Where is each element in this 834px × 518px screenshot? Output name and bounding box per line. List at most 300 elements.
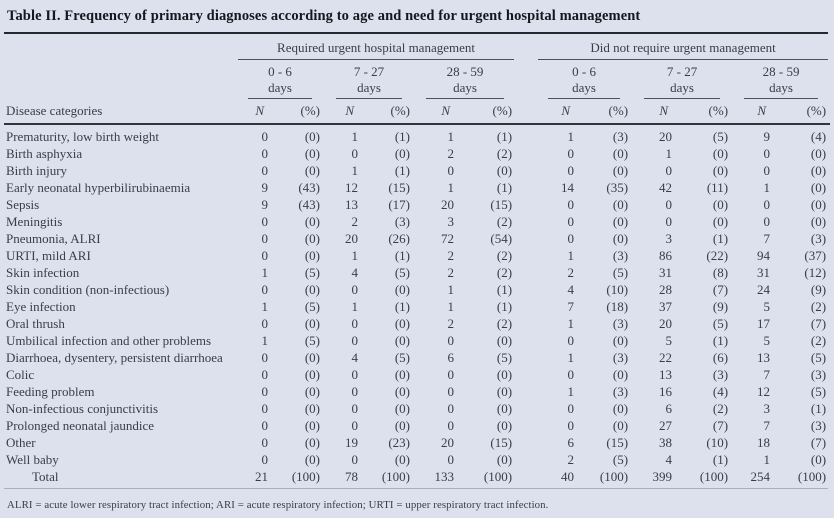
percent-cell: (43) [298,180,320,195]
percent-cell: (0) [304,248,320,263]
group-gap [516,179,536,196]
column-header-row [4,99,830,124]
count-column-header: N [324,99,362,124]
count-cell: 40 [561,469,575,484]
percent-cell: (0) [496,401,513,416]
count-cell: 7 [763,231,771,246]
count-cell: 28 [659,282,673,297]
table-row [4,366,830,383]
disease-category-label: Eye infection [6,299,76,314]
percent-cell: (3) [810,231,827,246]
count-cell: 1 [567,248,575,263]
percent-cell: (0) [394,146,410,161]
count-cell: 1 [447,129,454,144]
percent-column-header: (%) [362,99,414,124]
group-gap [516,332,536,349]
count-cell: 0 [351,333,358,348]
disease-category-label: Feeding problem [6,384,95,399]
disease-category-label: Skin condition (non-infectious) [6,282,170,297]
count-cell: 2 [447,316,454,331]
count-cell: 399 [652,469,673,484]
table-row [4,417,830,434]
count-cell: 254 [750,469,771,484]
count-cell: 0 [261,214,268,229]
table-title: Table II. Frequency of primary diagnoses according to age and need for urgent hospital management [7,8,641,24]
percent-column-header: (%) [774,99,830,124]
percent-cell: (0) [394,418,410,433]
count-cell: 19 [345,435,358,450]
percent-cell: (0) [810,197,827,212]
percent-cell: (1) [712,333,729,348]
group-gap [516,451,536,468]
count-cell: 14 [561,180,575,195]
disease-category-label: Umbilical infection and other problems [6,333,212,348]
group-header-not-required: Did not require urgent management [536,35,830,60]
count-cell: 0 [447,163,454,178]
percent-cell: (2) [712,401,729,416]
count-cell: 0 [567,367,575,382]
percent-cell: (0) [304,282,320,297]
count-cell: 5 [763,333,771,348]
group-gap [516,366,536,383]
disease-category-label: Early neonatal hyperbilirubinaemia [6,180,191,195]
count-cell: 0 [351,452,358,467]
percent-cell: (1) [712,231,729,246]
count-cell: 13 [757,350,771,365]
count-cell: 0 [261,401,268,416]
count-column-header: N [536,99,578,124]
percent-cell: (3) [810,367,827,382]
count-cell: 1 [447,282,454,297]
count-cell: 6 [567,435,575,450]
percent-cell: (1) [712,452,729,467]
percent-cell: (0) [394,452,410,467]
percent-cell: (0) [304,435,320,450]
group-gap [516,145,536,162]
count-cell: 0 [763,197,771,212]
group-header-required: Required urgent hospital management [236,35,516,60]
percent-cell: (54) [490,231,513,246]
count-cell: 37 [659,299,673,314]
percent-cell: (10) [706,435,729,450]
percent-cell: (100) [381,469,410,484]
count-cell: 17 [757,316,771,331]
percent-cell: (5) [712,129,729,144]
table-body [4,124,830,485]
count-cell: 0 [567,146,575,161]
count-cell: 42 [659,180,673,195]
percent-cell: (12) [804,265,827,280]
percent-cell: (0) [304,214,320,229]
count-cell: 0 [763,214,771,229]
percent-cell: (5) [496,350,513,365]
percent-cell: (0) [612,401,629,416]
group-header-spacer [4,35,236,60]
percent-cell: (0) [612,333,629,348]
percent-cell: (17) [388,197,410,212]
percent-cell: (1) [394,299,410,314]
count-cell: 9 [261,180,268,195]
count-cell: 1 [351,163,358,178]
percent-cell: (5) [304,265,320,280]
count-cell: 5 [763,299,771,314]
count-cell: 0 [261,435,268,450]
count-cell: 0 [261,282,268,297]
percent-column-header: (%) [272,99,324,124]
group-gap [516,264,536,281]
percent-cell: (5) [304,333,320,348]
percent-cell: (2) [496,316,513,331]
count-cell: 0 [665,214,673,229]
group-gap [516,213,536,230]
disease-category-label: Other [6,435,36,450]
table-row [4,451,830,468]
percent-cell: (0) [612,163,629,178]
percent-cell: (0) [394,384,410,399]
table-row [4,315,830,332]
count-cell: 0 [261,452,268,467]
age-group-required-28-59: 28 - 59 days [414,60,516,99]
count-cell: 4 [351,265,358,280]
disease-category-label: Colic [6,367,35,382]
age-header-spacer [4,60,236,99]
disease-category-label: Sepsis [6,197,40,212]
count-cell: 4 [665,452,673,467]
table-row [4,349,830,366]
group-header-row [4,35,830,60]
percent-cell: (10) [606,282,629,297]
title-rule [4,32,828,34]
table-row [4,145,830,162]
percent-cell: (3) [810,418,827,433]
percent-column-header: (%) [676,99,732,124]
percent-cell: (6) [712,350,729,365]
count-cell: 0 [665,163,673,178]
group-gap [516,400,536,417]
disease-category-label: Prolonged neonatal jaundice [6,418,155,433]
count-cell: 0 [261,146,268,161]
percent-cell: (0) [496,452,513,467]
percent-cell: (0) [612,214,629,229]
count-cell: 94 [757,248,771,263]
table-row [4,281,830,298]
percent-cell: (3) [712,367,729,382]
percent-cell: (5) [394,265,410,280]
count-cell: 7 [763,367,771,382]
count-cell: 0 [447,418,454,433]
count-cell: 0 [567,197,575,212]
percent-cell: (100) [599,469,629,484]
percent-cell: (3) [612,350,629,365]
percent-cell: (2) [496,146,513,161]
count-cell: 24 [757,282,771,297]
disease-category-label: Well baby [6,452,59,467]
percent-cell: (0) [496,367,513,382]
count-cell: 20 [345,231,358,246]
table-row [4,179,830,196]
percent-cell: (1) [394,248,410,263]
age-header-row [4,60,830,99]
count-cell: 1 [261,333,268,348]
percent-cell: (3) [612,248,629,263]
count-cell: 2 [447,265,454,280]
group-gap [516,196,536,213]
group-gap [516,281,536,298]
disease-category-label: URTI, mild ARI [6,248,91,263]
table-row [4,162,830,179]
percent-cell: (9) [712,299,729,314]
percent-cell: (9) [810,282,827,297]
disease-category-label: Non-infectious conjunctivitis [6,401,159,416]
disease-category-label: Meningitis [6,214,63,229]
percent-cell: (7) [810,316,827,331]
group-gap [516,315,536,332]
count-cell: 0 [351,367,358,382]
count-cell: 1 [567,129,575,144]
percent-cell: (0) [304,367,320,382]
table-row [4,124,830,145]
percent-cell: (1) [496,299,513,314]
percent-cell: (18) [606,299,629,314]
percent-cell: (0) [810,146,827,161]
count-cell: 3 [447,214,454,229]
count-cell: 1 [567,350,575,365]
group-gap [516,468,536,485]
count-cell: 12 [757,384,771,399]
group-gap [516,298,536,315]
table-row [4,196,830,213]
percent-cell: (0) [394,333,410,348]
group-gap [516,124,536,145]
group-gap [516,35,536,60]
count-cell: 86 [659,248,673,263]
percent-cell: (15) [490,435,513,450]
percent-cell: (43) [298,197,320,212]
count-cell: 2 [567,265,575,280]
percent-cell: (0) [712,163,729,178]
count-cell: 0 [567,163,575,178]
percent-cell: (0) [712,146,729,161]
percent-cell: (0) [304,129,320,144]
percent-cell: (0) [304,452,320,467]
percent-cell: (3) [612,316,629,331]
count-cell: 1 [351,248,358,263]
count-cell: 1 [763,452,771,467]
count-cell: 0 [447,367,454,382]
percent-cell: (100) [291,469,320,484]
table-row [4,247,830,264]
count-cell: 31 [757,265,771,280]
percent-cell: (11) [706,180,729,195]
count-cell: 0 [261,129,268,144]
diagnosis-frequency-table [4,35,830,485]
count-cell: 20 [441,435,454,450]
disease-category-label: Oral thrush [6,316,65,331]
percent-cell: (0) [304,146,320,161]
count-cell: 1 [665,146,673,161]
count-cell: 0 [261,350,268,365]
percent-cell: (0) [496,163,513,178]
disease-categories-header: Disease categories [4,99,236,124]
group-gap [516,383,536,400]
percent-cell: (5) [712,316,729,331]
table-row [4,264,830,281]
percent-cell: (5) [810,350,827,365]
table-row [4,383,830,400]
count-cell: 0 [665,197,673,212]
age-group-required-0-6: 0 - 6 days [236,60,324,99]
count-cell: 13 [659,367,673,382]
count-cell: 0 [567,401,575,416]
count-cell: 4 [351,350,358,365]
percent-cell: (100) [797,469,827,484]
count-cell: 12 [345,180,358,195]
percent-cell: (23) [388,435,410,450]
percent-column-header: (%) [458,99,516,124]
count-cell: 13 [345,197,358,212]
table-row [4,332,830,349]
percent-cell: (2) [496,214,513,229]
count-cell: 1 [567,384,575,399]
disease-category-label: Pneumonia, ALRI [6,231,101,246]
count-cell: 38 [659,435,673,450]
percent-cell: (0) [304,231,320,246]
percent-cell: (15) [490,197,513,212]
disease-category-label: Diarrhoea, dysentery, persistent diarrhoea [6,350,223,365]
count-cell: 20 [659,316,673,331]
percent-cell: (0) [612,418,629,433]
count-cell: 0 [447,401,454,416]
group-gap [516,434,536,451]
percent-cell: (35) [606,180,629,195]
group-gap [516,247,536,264]
count-cell: 0 [763,146,771,161]
count-cell: 20 [659,129,673,144]
percent-cell: (7) [810,435,827,450]
percent-cell: (0) [304,350,320,365]
count-cell: 0 [351,316,358,331]
percent-cell: (0) [394,401,410,416]
group-gap [516,349,536,366]
count-cell: 7 [763,418,771,433]
percent-cell: (1) [394,129,410,144]
percent-cell: (0) [496,333,513,348]
count-column-header: N [632,99,676,124]
percent-cell: (0) [304,401,320,416]
count-cell: 16 [659,384,673,399]
count-cell: 0 [567,231,575,246]
percent-cell: (0) [496,384,513,399]
count-cell: 18 [757,435,771,450]
percent-cell: (7) [712,282,729,297]
count-cell: 0 [261,248,268,263]
count-cell: 9 [261,197,268,212]
percent-cell: (5) [304,299,320,314]
percent-cell: (0) [496,418,513,433]
count-cell: 4 [567,282,575,297]
count-cell: 0 [351,418,358,433]
percent-cell: (0) [304,163,320,178]
table-row [4,434,830,451]
percent-cell: (0) [612,146,629,161]
age-group-notrequired-0-6: 0 - 6 days [536,60,632,99]
group-gap [516,99,536,124]
percent-cell: (0) [810,163,827,178]
percent-cell: (2) [496,248,513,263]
percent-cell: (0) [394,282,410,297]
count-cell: 0 [261,316,268,331]
percent-cell: (0) [304,384,320,399]
percent-cell: (15) [388,180,410,195]
count-cell: 0 [447,333,454,348]
percent-column-header: (%) [578,99,632,124]
disease-category-label: Prematurity, low birth weight [6,129,159,144]
count-cell: 2 [351,214,358,229]
percent-cell: (3) [612,384,629,399]
count-cell: 20 [441,197,454,212]
percent-cell: (3) [612,129,629,144]
count-column-header: N [236,99,272,124]
count-column-header: N [732,99,774,124]
count-cell: 21 [255,469,268,484]
percent-cell: (0) [810,452,827,467]
table-row [4,400,830,417]
percent-cell: (1) [496,129,513,144]
group-gap [516,230,536,247]
count-cell: 0 [351,146,358,161]
group-gap [516,417,536,434]
percent-cell: (0) [810,214,827,229]
count-cell: 0 [567,333,575,348]
percent-cell: (1) [810,401,827,416]
count-cell: 1 [351,129,358,144]
count-cell: 1 [567,316,575,331]
count-cell: 0 [763,163,771,178]
count-cell: 6 [447,350,454,365]
disease-category-label: Skin infection [6,265,80,280]
percent-cell: (5) [810,384,827,399]
count-cell: 133 [434,469,454,484]
count-cell: 1 [261,265,268,280]
percent-cell: (15) [606,435,629,450]
count-cell: 2 [447,146,454,161]
percent-cell: (37) [804,248,827,263]
count-cell: 78 [345,469,358,484]
count-cell: 0 [447,452,454,467]
count-cell: 27 [659,418,673,433]
percent-cell: (4) [712,384,729,399]
percent-cell: (100) [699,469,729,484]
total-row [4,468,830,485]
percent-cell: (0) [612,197,629,212]
count-cell: 2 [447,248,454,263]
count-cell: 0 [351,384,358,399]
percent-cell: (22) [706,248,729,263]
count-column-header: N [414,99,458,124]
abbreviations-footnote: ALRI = acute lower respiratory tract infection; ARI = acute respiratory infection; URTI = upper respiratory tract infection. [7,499,549,511]
count-cell: 0 [351,401,358,416]
group-gap [516,162,536,179]
percent-cell: (0) [612,231,629,246]
percent-cell: (0) [304,316,320,331]
percent-cell: (1) [496,180,513,195]
count-cell: 3 [665,231,673,246]
table-row [4,230,830,247]
count-cell: 1 [763,180,771,195]
count-cell: 5 [665,333,673,348]
percent-cell: (2) [810,299,827,314]
percent-cell: (0) [612,367,629,382]
